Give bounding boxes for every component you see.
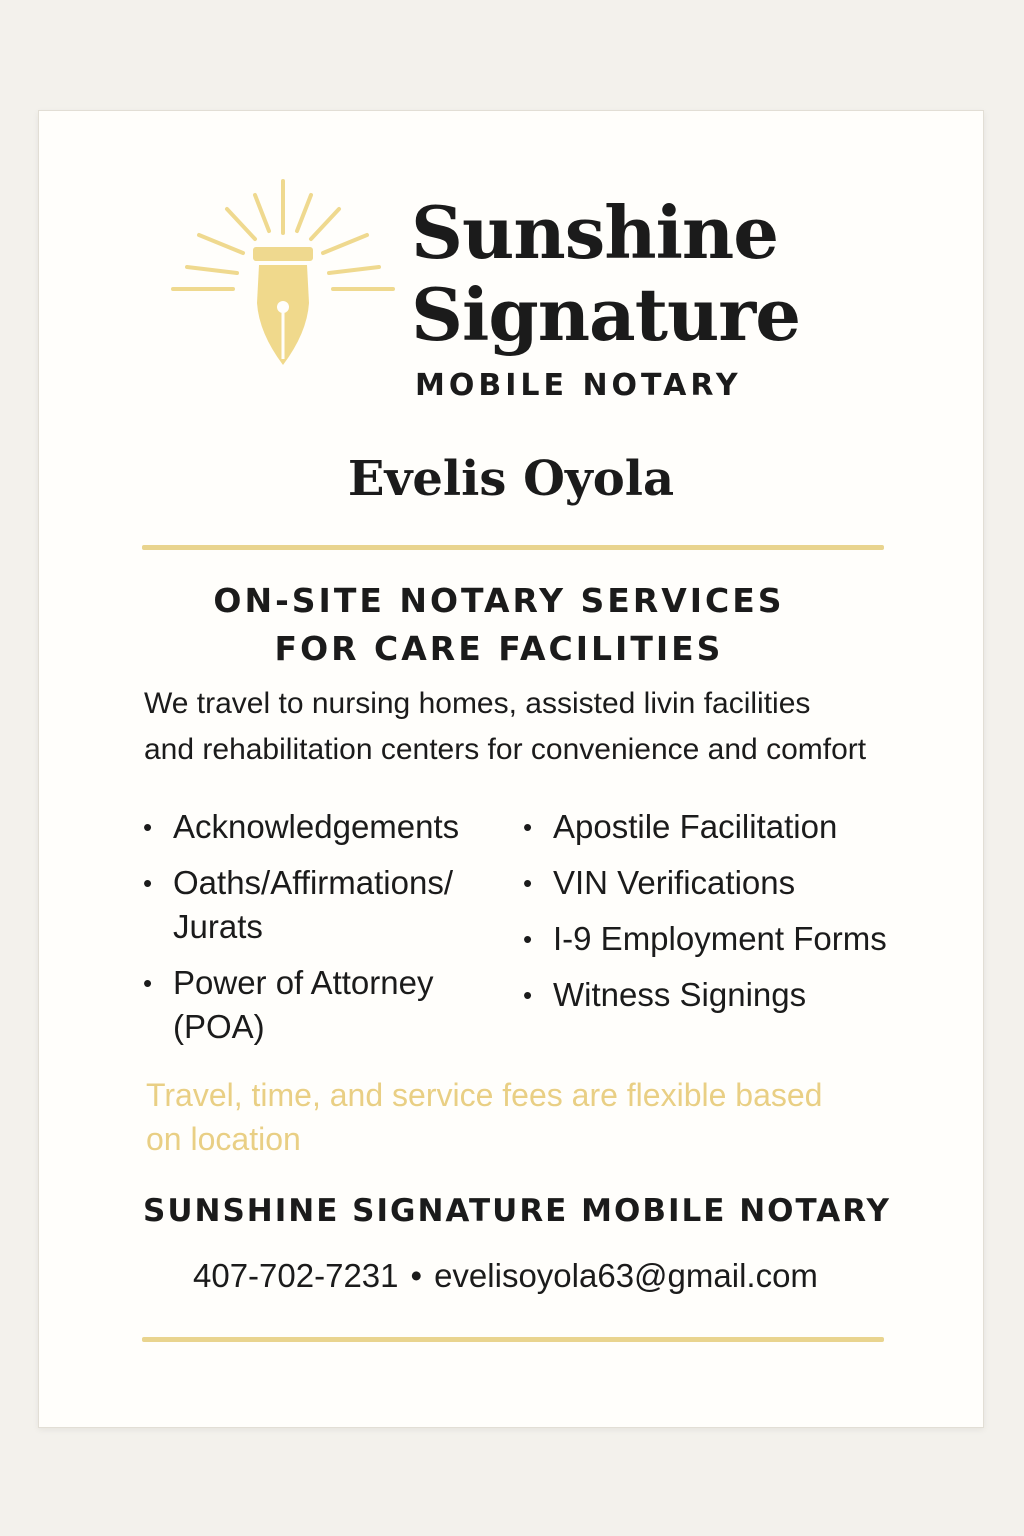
services-left-list [143, 805, 523, 1049]
bullet-icon: • [523, 980, 533, 1010]
top-divider [142, 545, 884, 550]
sunburst-pen-nib-icon [169, 173, 397, 373]
contact-separator: • [410, 1257, 423, 1294]
bullet-icon: • [523, 812, 533, 842]
bullet-icon: • [143, 812, 153, 842]
notary-name: Evelis Oyola [347, 451, 675, 507]
brand-name-line2: Signature [411, 272, 801, 357]
contact-line [193, 1257, 818, 1295]
bullet-icon: • [523, 868, 533, 898]
intro-line2: and rehabilitation centers for convenience and comfort [144, 733, 867, 766]
email-address: evelisoyola63@gmail.com [434, 1257, 818, 1294]
services-right-list [523, 805, 943, 1017]
service-item: • Witness Signings [523, 973, 943, 1017]
bullet-icon: • [143, 868, 153, 898]
service-item: • Acknowledgements [143, 805, 523, 849]
intro-line1: We travel to nursing homes, assisted livin facilities [144, 687, 811, 720]
headline-line2: FOR CARE FACILITIES [274, 629, 724, 668]
bullet-icon: • [143, 968, 153, 998]
brand-name-line1: Sunshine [411, 190, 779, 275]
service-item: • Power of Attorney (POA) [143, 961, 523, 1049]
service-item: • I-9 Employment Forms [523, 917, 943, 961]
service-item: • Apostile Facilitation [523, 805, 943, 849]
phone-number: 407-702-7231 [193, 1257, 399, 1294]
service-item: • Oaths/Affirmations/ Jurats [143, 861, 523, 949]
headline-line1: ON-SITE NOTARY SERVICES [213, 581, 785, 620]
notary-flyer [38, 110, 984, 1428]
bottom-divider [142, 1337, 884, 1342]
service-item: • VIN Verifications [523, 861, 943, 905]
brand-tagline: MOBILE NOTARY [415, 368, 742, 403]
fees-note: Travel, time, and service fees are flexible based on location [146, 1077, 823, 1157]
footer-business-name: SUNSHINE SIGNATURE MOBILE NOTARY [143, 1193, 891, 1229]
bullet-icon: • [523, 924, 533, 954]
